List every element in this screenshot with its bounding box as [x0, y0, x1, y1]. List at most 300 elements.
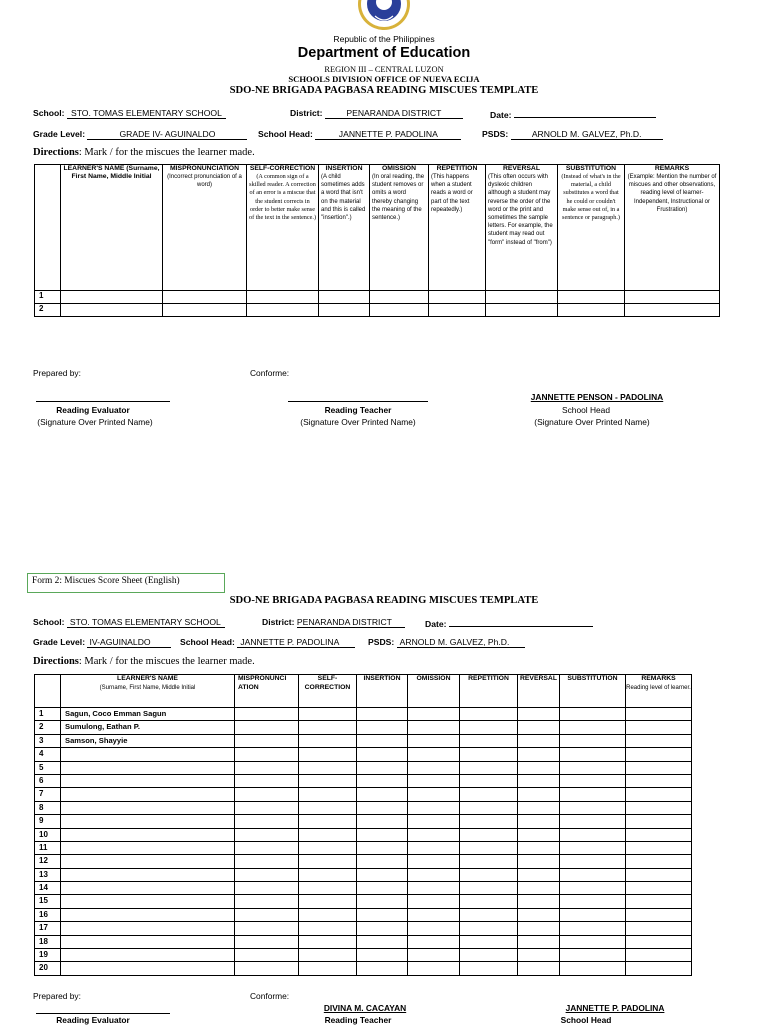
conforme-label: Conforme:: [250, 368, 290, 378]
cell[interactable]: [408, 922, 460, 935]
cell[interactable]: [460, 761, 518, 774]
cell[interactable]: [357, 868, 408, 881]
cell[interactable]: [560, 774, 626, 787]
cell[interactable]: [626, 815, 692, 828]
form1-date-row: [490, 108, 656, 120]
cell[interactable]: [357, 935, 408, 948]
prepared-by-label: Prepared by:: [33, 368, 81, 378]
cell[interactable]: [408, 868, 460, 881]
cell[interactable]: [163, 304, 247, 317]
cell[interactable]: [235, 721, 299, 734]
cell[interactable]: [560, 962, 626, 975]
cell[interactable]: [429, 291, 486, 304]
cell[interactable]: [235, 708, 299, 721]
cell[interactable]: [235, 908, 299, 921]
cell[interactable]: [626, 774, 692, 787]
cell[interactable]: [357, 882, 408, 895]
cell[interactable]: [357, 962, 408, 975]
form2-col-mispronunciation: MISPRONUNCI ATION: [235, 675, 299, 708]
learner-name-cell[interactable]: [61, 815, 235, 828]
cell[interactable]: [299, 922, 357, 935]
cell[interactable]: [235, 882, 299, 895]
cell[interactable]: [518, 801, 560, 814]
table-row: [35, 721, 692, 734]
cell[interactable]: [235, 855, 299, 868]
form2-grade-row: [33, 637, 171, 648]
cell[interactable]: [357, 761, 408, 774]
cell[interactable]: [357, 788, 408, 801]
form2-col-self-correction: SELF-CORRECTION: [299, 675, 357, 708]
grade-value: GRADE IV- AGUINALDO: [87, 129, 247, 140]
form1-header-row: [35, 165, 720, 291]
learner-name-cell[interactable]: [61, 788, 235, 801]
cell[interactable]: [460, 908, 518, 921]
teacher-role: Reading Teacher: [324, 405, 392, 415]
cell[interactable]: [299, 908, 357, 921]
cell[interactable]: [518, 841, 560, 854]
cell[interactable]: [486, 291, 558, 304]
cell[interactable]: [235, 815, 299, 828]
cell[interactable]: [626, 708, 692, 721]
cell[interactable]: [460, 734, 518, 747]
cell[interactable]: [408, 708, 460, 721]
directions-text: : Mark / for the miscues the learner made.: [78, 147, 255, 158]
cell[interactable]: [235, 841, 299, 854]
cell[interactable]: [299, 748, 357, 761]
learner-name-cell[interactable]: [61, 855, 235, 868]
cell[interactable]: [357, 895, 408, 908]
cell[interactable]: [560, 922, 626, 935]
learner-name-cell[interactable]: [61, 868, 235, 881]
cell[interactable]: [235, 922, 299, 935]
cell[interactable]: [460, 895, 518, 908]
cell[interactable]: [357, 708, 408, 721]
form1-district-row: [290, 108, 463, 119]
learner-name-cell[interactable]: [61, 949, 235, 962]
cell[interactable]: [235, 774, 299, 787]
cell[interactable]: [518, 815, 560, 828]
cell[interactable]: [163, 291, 247, 304]
row-number: 18: [35, 935, 61, 948]
cell[interactable]: [518, 748, 560, 761]
cell[interactable]: [560, 855, 626, 868]
cell[interactable]: [235, 761, 299, 774]
cell[interactable]: [560, 708, 626, 721]
cell[interactable]: [460, 935, 518, 948]
cell[interactable]: [235, 962, 299, 975]
cell[interactable]: [518, 895, 560, 908]
cell[interactable]: [299, 962, 357, 975]
learner-name-cell[interactable]: [61, 841, 235, 854]
row-number: 15: [35, 895, 61, 908]
table-row: [35, 304, 720, 317]
cell[interactable]: [626, 841, 692, 854]
form1-table: [34, 164, 720, 317]
table-row: [35, 922, 692, 935]
row-number: 7: [35, 788, 61, 801]
table-row: [35, 841, 692, 854]
cell[interactable]: [408, 788, 460, 801]
row-number: 16: [35, 908, 61, 921]
cell[interactable]: [626, 801, 692, 814]
form1-grade-row: [33, 129, 247, 140]
cell[interactable]: [299, 949, 357, 962]
cell[interactable]: [357, 748, 408, 761]
department-title: Department of Education: [297, 45, 471, 61]
cell[interactable]: [626, 788, 692, 801]
cell[interactable]: [518, 949, 560, 962]
learner-name-cell[interactable]: [61, 922, 235, 935]
division-text: SCHOOLS DIVISION OFFICE OF NUEVA ECIJA: [288, 74, 480, 84]
cell[interactable]: [518, 828, 560, 841]
cell[interactable]: [247, 304, 319, 317]
cell[interactable]: [460, 788, 518, 801]
teacher-note: (Signature Over Printed Name): [300, 417, 416, 427]
cell[interactable]: [61, 304, 163, 317]
cell[interactable]: [460, 949, 518, 962]
cell[interactable]: [408, 828, 460, 841]
cell[interactable]: [429, 304, 486, 317]
cell[interactable]: [357, 774, 408, 787]
cell[interactable]: [460, 748, 518, 761]
table-row: [35, 748, 692, 761]
learner-name-cell[interactable]: [61, 748, 235, 761]
cell[interactable]: [299, 774, 357, 787]
row-number: 2: [35, 304, 61, 317]
cell[interactable]: [626, 721, 692, 734]
form1-school-row: [33, 108, 226, 119]
cell[interactable]: [560, 801, 626, 814]
cell[interactable]: [518, 882, 560, 895]
cell[interactable]: [626, 949, 692, 962]
cell[interactable]: [560, 788, 626, 801]
cell[interactable]: [370, 304, 429, 317]
cell[interactable]: [560, 949, 626, 962]
cell[interactable]: [357, 828, 408, 841]
cell[interactable]: [357, 949, 408, 962]
cell[interactable]: [299, 761, 357, 774]
cell[interactable]: [460, 801, 518, 814]
head-value: JANNETTE P. PADOLINA: [237, 637, 355, 648]
learner-name-cell[interactable]: [61, 935, 235, 948]
form2-col-name: LEARNER'S NAME (Surname, First Name, Middle Initial: [61, 675, 235, 708]
form1-col-name: LEARNER'S NAME (Surname, First Name, Middle Initial: [61, 165, 163, 291]
row-number: 12: [35, 855, 61, 868]
date-field[interactable]: [449, 617, 593, 627]
row-number: 8: [35, 801, 61, 814]
cell[interactable]: [460, 855, 518, 868]
cell[interactable]: [299, 868, 357, 881]
cell[interactable]: [518, 721, 560, 734]
evaluator-signature-line: [36, 1013, 170, 1014]
psds-value: ARNOLD M. GALVEZ, Ph.D.: [511, 129, 663, 140]
cell[interactable]: [299, 895, 357, 908]
cell[interactable]: [408, 774, 460, 787]
learner-name-cell[interactable]: [61, 761, 235, 774]
cell[interactable]: [558, 304, 625, 317]
cell[interactable]: [560, 895, 626, 908]
row-number: 14: [35, 882, 61, 895]
cell[interactable]: [370, 291, 429, 304]
cell[interactable]: [518, 935, 560, 948]
form2-col-repetition: REPETITION: [460, 675, 518, 708]
cell[interactable]: [299, 815, 357, 828]
grade-value: IV-AGUINALDO: [87, 637, 171, 648]
evaluator-note: (Signature Over Printed Name): [37, 417, 153, 427]
form2-col-no: [35, 675, 61, 708]
teacher-role: Reading Teacher: [324, 1015, 392, 1025]
cell[interactable]: [319, 304, 370, 317]
date-label: Date:: [425, 619, 447, 629]
cell[interactable]: [460, 828, 518, 841]
head-label: School Head:: [180, 637, 235, 647]
psds-label: PSDS:: [368, 637, 395, 647]
evaluator-signature-line: [36, 401, 170, 402]
cell[interactable]: [625, 304, 720, 317]
learner-name-cell[interactable]: [61, 882, 235, 895]
cell[interactable]: [235, 788, 299, 801]
cell[interactable]: [357, 908, 408, 921]
head-name: JANNETTE PENSON - PADOLINA: [530, 392, 664, 402]
learner-name-cell[interactable]: [61, 801, 235, 814]
school-label: School:: [33, 617, 65, 627]
form1-directions: [33, 147, 255, 158]
learner-name-cell[interactable]: Sagun, Coco Emman Sagun: [61, 708, 235, 721]
cell[interactable]: [560, 721, 626, 734]
cell[interactable]: [357, 815, 408, 828]
cell[interactable]: [518, 855, 560, 868]
cell[interactable]: [235, 734, 299, 747]
cell[interactable]: [408, 962, 460, 975]
form2-body: [35, 708, 692, 976]
cell[interactable]: [626, 935, 692, 948]
form2-col-insertion: INSERTION: [357, 675, 408, 708]
cell[interactable]: [560, 815, 626, 828]
cell[interactable]: [408, 721, 460, 734]
table-row: [35, 908, 692, 921]
row-number: 17: [35, 922, 61, 935]
cell[interactable]: [626, 922, 692, 935]
cell[interactable]: [560, 748, 626, 761]
form1-col-insertion: INSERTION (A child sometimes adds a word that isn't on the material and this is called "insertion".): [319, 165, 370, 291]
table-row: [35, 962, 692, 975]
psds-label: PSDS:: [482, 129, 509, 139]
teacher-signature-line: [288, 401, 428, 402]
form2-col-remarks: REMARKS Reading level of learner.: [626, 675, 692, 708]
form1-head-row: [258, 129, 461, 140]
cell[interactable]: [357, 922, 408, 935]
row-number: 3: [35, 734, 61, 747]
cell[interactable]: [235, 868, 299, 881]
cell[interactable]: [299, 721, 357, 734]
form2-psds-row: [368, 637, 525, 648]
cell[interactable]: [560, 868, 626, 881]
cell[interactable]: [408, 815, 460, 828]
cell[interactable]: [518, 868, 560, 881]
cell[interactable]: [299, 935, 357, 948]
row-number: 9: [35, 815, 61, 828]
head-note: (Signature Over Printed Name): [534, 417, 650, 427]
cell[interactable]: [626, 748, 692, 761]
cell[interactable]: [235, 895, 299, 908]
learner-name-cell[interactable]: [61, 908, 235, 921]
table-row: [35, 828, 692, 841]
cell[interactable]: [560, 908, 626, 921]
table-row: [35, 949, 692, 962]
learner-name-cell[interactable]: Samson, Shayyie: [61, 734, 235, 747]
table-row: [35, 868, 692, 881]
cell[interactable]: [299, 801, 357, 814]
school-label: School:: [33, 108, 65, 118]
date-field[interactable]: [514, 108, 656, 118]
row-number: 11: [35, 841, 61, 854]
form2-district-row: [262, 617, 405, 628]
head-role: School Head: [560, 1015, 612, 1025]
cell[interactable]: [408, 748, 460, 761]
learner-name-cell[interactable]: [61, 828, 235, 841]
form2-date-row: [425, 617, 593, 629]
cell[interactable]: [626, 828, 692, 841]
cell[interactable]: [408, 761, 460, 774]
school-value: STO. TOMAS ELEMENTARY SCHOOL: [67, 617, 225, 628]
cell[interactable]: [460, 962, 518, 975]
cell[interactable]: [518, 708, 560, 721]
cell[interactable]: [235, 828, 299, 841]
cell[interactable]: [460, 868, 518, 881]
cell[interactable]: [357, 801, 408, 814]
cell[interactable]: [460, 774, 518, 787]
cell[interactable]: [408, 841, 460, 854]
cell[interactable]: [247, 291, 319, 304]
cell[interactable]: [408, 734, 460, 747]
cell[interactable]: [560, 734, 626, 747]
cell[interactable]: [460, 721, 518, 734]
cell[interactable]: [626, 895, 692, 908]
table-row: [35, 788, 692, 801]
cell[interactable]: [235, 935, 299, 948]
cell[interactable]: [357, 721, 408, 734]
table-row: [35, 815, 692, 828]
learner-name-cell[interactable]: [61, 895, 235, 908]
form1-col-omission: OMISSION (In oral reading, the student removes or omits a word thereby changing the meaning of the sentence.): [370, 165, 429, 291]
cell[interactable]: [299, 855, 357, 868]
cell[interactable]: [560, 841, 626, 854]
cell[interactable]: [518, 788, 560, 801]
table-row: [35, 761, 692, 774]
cell[interactable]: [299, 734, 357, 747]
cell[interactable]: [408, 908, 460, 921]
cell[interactable]: [558, 291, 625, 304]
cell[interactable]: [408, 949, 460, 962]
head-name: JANNETTE P. PADOLINA: [565, 1003, 665, 1013]
row-number: 19: [35, 949, 61, 962]
evaluator-role: Reading Evaluator: [56, 405, 130, 415]
cell[interactable]: [626, 855, 692, 868]
prepared-by-label: Prepared by:: [33, 991, 81, 1001]
row-number: 1: [35, 291, 61, 304]
cell[interactable]: [408, 855, 460, 868]
form1-col-reversal: REVERSAL (This often occurs with dyslexic children although a student may reverse the order of the word or the print and sometimes the sample letters. For example, the student may read out "form" instead of "from"): [486, 165, 558, 291]
cell[interactable]: [518, 908, 560, 921]
cell[interactable]: [626, 882, 692, 895]
cell[interactable]: [518, 922, 560, 935]
cell[interactable]: [626, 734, 692, 747]
cell[interactable]: [626, 761, 692, 774]
learner-name-cell[interactable]: [61, 962, 235, 975]
cell[interactable]: [560, 935, 626, 948]
cell[interactable]: [319, 291, 370, 304]
row-number: 5: [35, 761, 61, 774]
row-number: 2: [35, 721, 61, 734]
cell[interactable]: [408, 895, 460, 908]
form1-psds-row: [482, 129, 663, 140]
form1-col-remarks: REMARKS (Example: Mention the number of miscues and other observations, reading level of learner- Independent, Instructional or Frustration): [625, 165, 720, 291]
learner-name-cell[interactable]: Sumulong, Eathan P.: [61, 721, 235, 734]
psds-value: ARNOLD M. GALVEZ, Ph.D.: [397, 637, 525, 648]
table-row: [35, 855, 692, 868]
cell[interactable]: [235, 801, 299, 814]
cell[interactable]: [357, 855, 408, 868]
cell[interactable]: [560, 761, 626, 774]
head-label: School Head:: [258, 129, 313, 139]
cell[interactable]: [560, 882, 626, 895]
cell[interactable]: [626, 868, 692, 881]
cell[interactable]: [460, 922, 518, 935]
cell[interactable]: [518, 774, 560, 787]
cell[interactable]: [518, 734, 560, 747]
cell[interactable]: [460, 841, 518, 854]
cell[interactable]: [626, 908, 692, 921]
form2-col-reversal: REVERSAL: [518, 675, 560, 708]
form2-label: Form 2: Miscues Score Sheet (English): [27, 573, 225, 593]
form2-table: [34, 674, 692, 976]
cell[interactable]: [460, 882, 518, 895]
cell[interactable]: [299, 788, 357, 801]
cell[interactable]: [460, 708, 518, 721]
cell[interactable]: [408, 801, 460, 814]
cell[interactable]: [357, 841, 408, 854]
cell[interactable]: [626, 962, 692, 975]
cell[interactable]: [299, 828, 357, 841]
region-text: REGION III – CENTRAL LUZON: [324, 65, 444, 74]
teacher-name: DIVINA M. CACAYAN: [323, 1003, 407, 1013]
cell[interactable]: [235, 949, 299, 962]
form2-title: SDO-NE BRIGADA PAGBASA READING MISCUES TEMPLATE: [229, 595, 539, 606]
cell[interactable]: [299, 882, 357, 895]
cell[interactable]: [460, 815, 518, 828]
cell[interactable]: [235, 748, 299, 761]
cell[interactable]: [299, 708, 357, 721]
district-label: District:: [262, 617, 295, 627]
cell[interactable]: [518, 962, 560, 975]
cell[interactable]: [408, 935, 460, 948]
cell[interactable]: [299, 841, 357, 854]
directions-label: Directions: [33, 656, 79, 667]
table-row: [35, 801, 692, 814]
cell[interactable]: [486, 304, 558, 317]
learner-name-cell[interactable]: [61, 774, 235, 787]
form2-header-row: [35, 675, 692, 708]
cell[interactable]: [408, 882, 460, 895]
cell[interactable]: [560, 828, 626, 841]
cell[interactable]: [518, 761, 560, 774]
directions-label: Directions: [33, 147, 79, 158]
cell[interactable]: [357, 734, 408, 747]
row-number: 6: [35, 774, 61, 787]
row-number: 20: [35, 962, 61, 975]
cell[interactable]: [625, 291, 720, 304]
cell[interactable]: [61, 291, 163, 304]
